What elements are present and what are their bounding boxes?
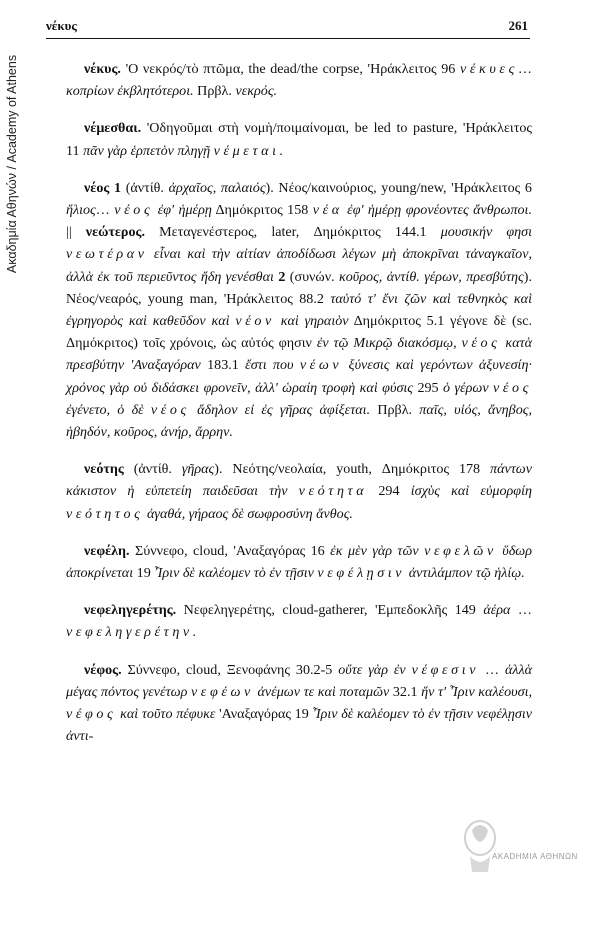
entry-text: (ἀντίθ. <box>123 461 182 478</box>
entry-text: Σύννεφο, cloud, Ξενοφάνης 30.2-5 <box>121 661 339 678</box>
spaced-headword-form: νεφέων <box>190 683 254 700</box>
entry-text: 295 <box>413 379 444 396</box>
greek-quotation: ἀρχαῖος, παλαιός <box>168 179 266 196</box>
entry-headword: νέφος. <box>84 661 122 678</box>
dictionary-entries <box>66 58 532 762</box>
greek-quotation: καὶ γηραιὸν <box>274 313 349 330</box>
spaced-headword-form: νέα <box>312 202 343 219</box>
spaced-headword-form: νέον <box>235 313 275 330</box>
greek-quotation: ἥλιος <box>66 202 96 219</box>
entry-headword: νέκυς. <box>84 61 121 77</box>
entry-headword: νεώτερος. <box>85 224 145 241</box>
entry-text: Μεταγενέστερος, later, Δημόκριτος 144.1 <box>145 224 441 241</box>
entry-text: (συνών. <box>285 268 339 285</box>
greek-quotation: ἀγαθά, γήραος δὲ σωφροσύνη ἄνθος. <box>143 505 353 522</box>
dictionary-entry <box>66 659 532 748</box>
entry-text: Δημόκριτος 158 <box>211 202 313 219</box>
greek-quotation: κατὰ πρεσβύτην 'Αναξαγόραν <box>66 335 532 374</box>
greek-quotation: οὔτε γὰρ ἐν <box>338 661 412 678</box>
entry-headword: νέος 1 <box>84 179 122 196</box>
greek-quotation: ἀλλὰ μέγας πόντος γενέτωρ <box>66 661 533 700</box>
entry-headword: νεφεληγερέτης. <box>84 602 177 619</box>
spaced-headword-form: νεότητος <box>66 505 144 522</box>
greek-quotation: ἐγένετο, ὁ δὲ <box>66 401 151 418</box>
spaced-headword-form: νέων <box>299 357 343 374</box>
entry-headword: 2 <box>278 268 286 285</box>
entry-text: … <box>517 61 532 77</box>
spaced-headword-form: νεφελῶν <box>424 542 497 559</box>
greek-quotation: ἐφ' ἡμέρῃ φρονέοντες ἄνθρωποι. <box>342 202 532 219</box>
entry-text: … <box>510 602 533 619</box>
greek-quotation: ἀέρα <box>483 602 511 619</box>
greek-quotation: παῖς, υἱός, ἄνηβος, ἡβηδόν, κοῦρος, ἀνήρ, ἄρρην. <box>66 401 532 441</box>
dictionary-entry <box>66 458 532 525</box>
greek-quotation: ἄδηλον εἰ ἐς γῆρας ἀφίξεται. <box>189 401 371 418</box>
header-rule <box>46 38 530 39</box>
greek-quotation: νεκρός. <box>235 83 278 100</box>
greek-quotation: Ἶριν δὲ καλέομεν τὸ ἐν τῇσιν <box>154 565 318 582</box>
side-watermark-text: Ακαδημία Αθηνών / Academy of Athens <box>5 54 19 274</box>
greek-quotation: Ἶριν δὲ καλέομεν τὸ ἐν τῇσιν νεφέλῃσιν ἀντι- <box>66 706 533 745</box>
entry-text: 32.1 <box>389 683 422 700</box>
entry-text: 19 <box>133 565 155 582</box>
greek-quotation: γῆρας <box>181 461 215 478</box>
greek-quotation: ὕδωρ ἀποκρίνεται <box>66 542 532 582</box>
entry-text: … <box>479 661 505 678</box>
spaced-headword-form: νέος <box>114 202 154 219</box>
entry-text: Νεφεληγερέτης, cloud-gatherer, 'Εμπεδοκλῆς 149 <box>176 602 484 619</box>
greek-quotation: πᾶν γὰρ ἑρπετὸν πληγῇ <box>83 142 214 159</box>
greek-quotation: καὶ τοῦτο πέφυκε <box>116 706 216 723</box>
greek-quotation: ἐκ μὲν γὰρ τῶν <box>330 542 425 559</box>
entry-text: Δημόκριτος 5.1 γέγονε δὲ (sc. Δημόκριτος) τοῖς χρόνοις, ὡς αὐτός φησιν <box>66 313 532 352</box>
greek-quotation: ἰσχὺς καὶ εὐμορφίη <box>410 483 532 500</box>
spaced-headword-form: νεότητα <box>298 483 368 500</box>
page-number: 261 <box>508 18 528 33</box>
greek-quotation: πάντων κάκιστον ἡ εὐπετείη παιδεῦσαι τὴν <box>66 461 532 500</box>
entry-text: || <box>66 224 86 241</box>
entry-text: 294 <box>367 483 411 500</box>
entry-text: Πρβλ. <box>193 83 236 100</box>
entry-text: (ἀντίθ. <box>121 179 169 196</box>
greek-quotation: μουσικήν φησι <box>440 224 532 241</box>
entry-text: Σύννεφο, cloud, 'Αναξαγόρας 16 <box>129 542 331 559</box>
entry-text: ). Νέος/νεαρός, young man, 'Ηράκλειτος 88.2 <box>66 268 532 307</box>
dictionary-entry <box>66 540 532 584</box>
greek-quotation: ἐφ' ἡμέρῃ <box>153 202 212 219</box>
spaced-headword-form: νεφεληγερέτην. <box>66 624 200 641</box>
greek-quotation: κοῦρος, ἀντίθ. γέρων, πρεσβύτης <box>339 268 524 285</box>
entry-text: 183.1 <box>200 357 246 374</box>
spaced-headword-form: νεφέλῃσιν <box>317 565 406 582</box>
greek-quotation: ξύνεσις καὶ γερόντων ἀξυνεσίη· χρόνος γὰρ οὐ διδάσκει φρονεῖν, ἀλλ' ὡραίη τροφὴ καὶ φύσις <box>66 357 532 396</box>
entry-text: … <box>95 202 115 219</box>
greek-quotation: ἥν τ' Ἶριν καλέουσι, <box>421 683 533 700</box>
side-watermark <box>0 44 24 284</box>
dictionary-entry <box>66 599 532 643</box>
running-head-word: νέκυς <box>46 18 77 33</box>
greek-quotation: ταὐτό τ' ἔνι ζῶν καὶ τεθνηκὸς καὶ ἐγρηγορὸς καὶ καθεῦδον καὶ <box>66 290 532 330</box>
academy-stamp-text: AKADHMIA ΑΘΗΝΩΝ <box>492 852 578 861</box>
entry-text: 'Ο νεκρός/τὸ πτῶμα, the dead/the corpse, 'Ηράκλειτος 96 <box>120 61 460 77</box>
spaced-headword-form: νεωτέραν <box>66 246 148 263</box>
greek-quotation: εἶναι καὶ τὴν αἰτίαν ἀποδίδωσι λέγων μὴ ἀποκρῖναι τἀναγκαῖον, ἀλλὰ ἐκ τοῦ περιεῦντος ἤδη γενέσθαι <box>66 246 532 285</box>
academy-seal-icon <box>456 816 504 876</box>
greek-quotation: ἀντιλάμπον τῷ ἡλίῳ. <box>405 565 525 582</box>
greek-quotation: ἀνέμων τε καὶ ποταμῶν <box>253 683 390 700</box>
greek-quotation: κοπρίων ἐκβλητότεροι. <box>66 83 194 100</box>
spaced-headword-form: νέος <box>150 401 190 418</box>
entry-text: 'Οδηγοῦμαι στὴ νομὴ/ποιμαίνομαι, be led to pasture, 'Ηράκλειτος 11 <box>66 120 532 159</box>
spaced-headword-form: νέος <box>461 335 501 352</box>
entry-text: ). Νεότης/νεολαία, youth, Δημόκριτος 178 <box>214 461 491 478</box>
greek-quotation: ἔστι που <box>245 357 300 374</box>
entry-headword: νέμεσθαι. <box>84 120 142 137</box>
spaced-headword-form: νέκυες <box>459 61 518 77</box>
spaced-headword-form: νέφος <box>66 706 117 723</box>
greek-quotation: ὁ γέρων <box>443 379 494 396</box>
entry-headword: νεότης <box>84 461 124 478</box>
dictionary-entry <box>66 117 532 161</box>
entry-text: ). Νέος/καινούριος, young/new, 'Ηράκλειτος 6 <box>265 179 532 196</box>
dictionary-entry <box>66 58 532 102</box>
entry-headword: νεφέλη. <box>84 542 130 559</box>
spaced-headword-form: νέος <box>493 379 532 396</box>
entry-text: 'Αναξαγόρας 19 <box>215 706 313 723</box>
entry-text: Πρβλ. <box>370 401 420 418</box>
dictionary-entry <box>66 177 532 443</box>
spaced-headword-form: νέφεσιν <box>411 661 480 678</box>
spaced-headword-form: νέμεται. <box>213 142 287 159</box>
greek-quotation: ἐν τῷ Μικρῷ διακόσμῳ, <box>316 335 462 352</box>
